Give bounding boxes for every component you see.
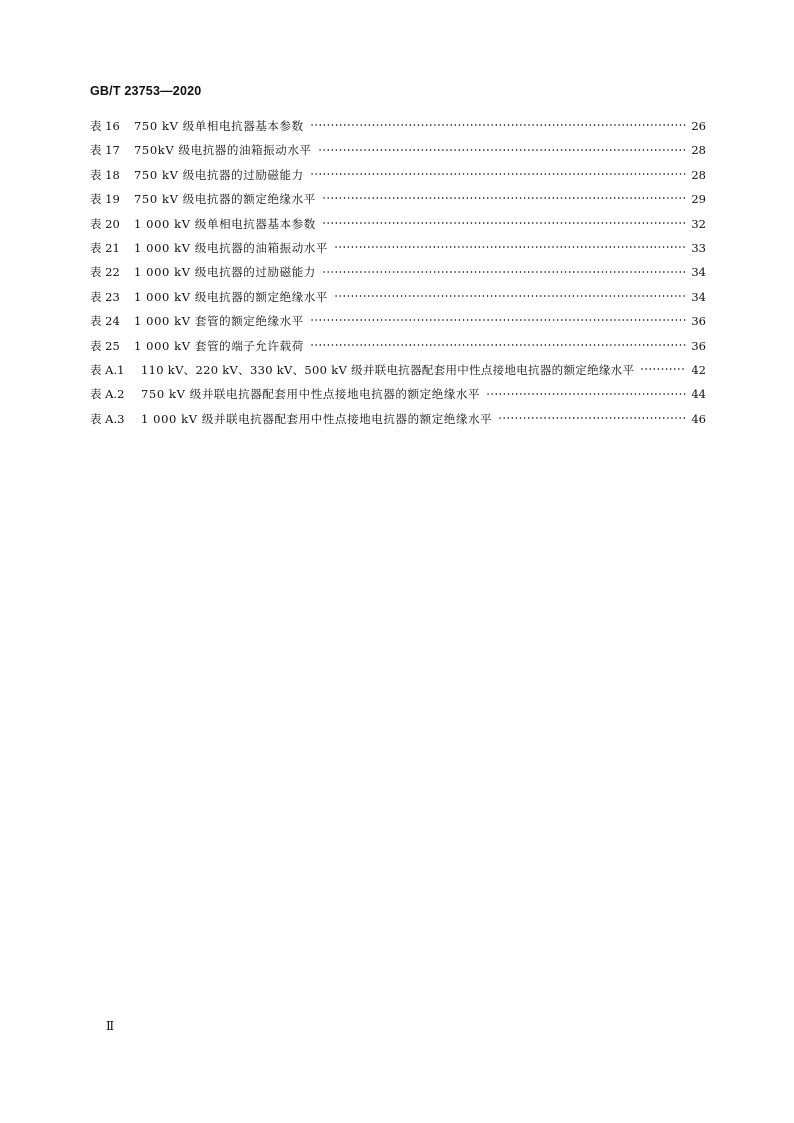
- toc-entry[interactable]: [90, 264, 706, 288]
- toc-entry[interactable]: [90, 411, 706, 435]
- toc-entry-title: 1 000 kV 级单相电抗器基本参数: [134, 216, 316, 231]
- toc-entry-page: 34: [691, 289, 706, 304]
- toc-entry-title: 1 000 kV 级电抗器的过励磁能力: [134, 265, 316, 280]
- standard-code-header: GB/T 23753—2020: [90, 84, 202, 98]
- toc-entry-title: 750 kV 级并联电抗器配套用中性点接地电抗器的额定绝缘水平: [141, 387, 481, 402]
- dot-leader: [486, 388, 686, 400]
- toc-entry-number: 表 16: [90, 119, 120, 133]
- table-of-contents-list: [90, 118, 706, 435]
- toc-entry-page: 36: [691, 314, 706, 329]
- dot-leader: [310, 168, 686, 180]
- toc-entry-number: 表 A.2: [90, 387, 125, 402]
- dot-leader: [498, 412, 686, 424]
- toc-entry-number: 表 21: [90, 240, 120, 255]
- toc-entry[interactable]: [90, 118, 706, 142]
- toc-entry-page: 28: [691, 143, 706, 158]
- toc-entry-title: 750 kV 级单相电抗器基本参数: [134, 119, 304, 133]
- toc-entry-title: 750 kV 级电抗器的额定绝缘水平: [134, 192, 316, 207]
- toc-entry-number: 表 A.3: [90, 411, 125, 426]
- toc-entry-page: 36: [691, 338, 706, 353]
- toc-entry-page: 34: [691, 265, 706, 280]
- dot-leader: [334, 290, 686, 302]
- toc-entry[interactable]: [90, 313, 706, 337]
- dot-leader: [310, 339, 686, 351]
- toc-entry-page: 26: [691, 119, 706, 133]
- toc-entry-number: 表 24: [90, 314, 120, 329]
- toc-entry-page: 42: [691, 362, 706, 377]
- toc-entry-page: 28: [691, 167, 706, 182]
- toc-entry-title: 1 000 kV 级并联电抗器配套用中性点接地电抗器的额定绝缘水平: [141, 411, 493, 426]
- toc-entry[interactable]: [90, 338, 706, 362]
- toc-entry-page: 44: [691, 387, 706, 402]
- toc-entry-page: 33: [691, 240, 706, 255]
- toc-entry-title: 1 000 kV 套管的端子允许载荷: [134, 338, 304, 353]
- toc-entry[interactable]: [90, 167, 706, 191]
- dot-leader: [334, 241, 686, 253]
- page-number: Ⅱ: [106, 1019, 115, 1033]
- dot-leader: [322, 266, 686, 278]
- dot-leader: [322, 217, 686, 229]
- toc-entry-title: 750kV 级电抗器的油箱振动水平: [134, 143, 312, 158]
- toc-entry[interactable]: [90, 362, 706, 386]
- toc-entry-number: 表 25: [90, 338, 120, 353]
- toc-entry-page: 29: [691, 192, 706, 207]
- toc-entry[interactable]: [90, 240, 706, 264]
- toc-entry[interactable]: [90, 191, 706, 215]
- dot-leader: [310, 315, 686, 327]
- toc-entry-number: 表 23: [90, 289, 120, 304]
- toc-entry-number: 表 18: [90, 167, 120, 182]
- toc-entry-title: 750 kV 级电抗器的过励磁能力: [134, 167, 304, 182]
- dot-leader: [310, 120, 686, 132]
- toc-entry-title: 1 000 kV 级电抗器的油箱振动水平: [134, 240, 329, 255]
- toc-entry-title: 1 000 kV 套管的额定绝缘水平: [134, 314, 304, 329]
- toc-entry[interactable]: [90, 142, 706, 166]
- toc-entry-title: 110 kV、220 kV、330 kV、500 kV 级并联电抗器配套用中性点接地电抗器的额定绝缘水平: [141, 362, 635, 377]
- dot-leader: [640, 363, 686, 375]
- toc-entry-title: 1 000 kV 级电抗器的额定绝缘水平: [134, 289, 329, 304]
- toc-entry-number: 表 22: [90, 265, 120, 280]
- toc-entry-number: 表 19: [90, 192, 120, 207]
- toc-entry-number: 表 20: [90, 216, 120, 231]
- toc-entry-page: 46: [691, 411, 706, 426]
- toc-entry-page: 32: [691, 216, 706, 231]
- toc-entry-number: 表 17: [90, 143, 120, 158]
- toc-entry[interactable]: [90, 386, 706, 410]
- toc-entry[interactable]: [90, 216, 706, 240]
- dot-leader: [322, 193, 686, 205]
- dot-leader: [318, 144, 686, 156]
- toc-entry[interactable]: [90, 289, 706, 313]
- toc-entry-number: 表 A.1: [90, 362, 125, 377]
